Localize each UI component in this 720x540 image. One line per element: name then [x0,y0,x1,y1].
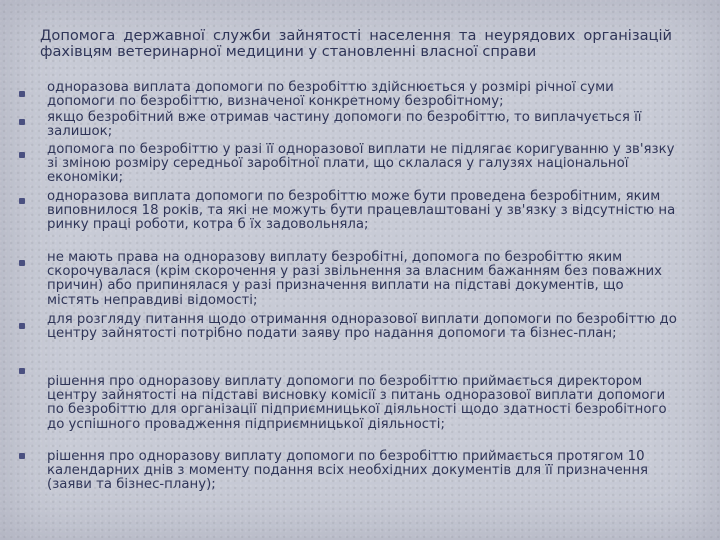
list-item: рішення про одноразову виплату допомоги по безробіттю приймається директором центру зайнятості на підставі висновку комісії з питань одноразової виплати допомоги по безробіттю для організації підприємницької діяльності щодо здатності безробітного до успішного провадження підприємницької діяльності; [47,374,667,432]
slide-title: Допомога державної служби зайнятості населення та неурядових організацій фахівцям ветеринарної медицини у становленні власної справи [40,27,672,60]
bullet-icon [19,260,25,266]
bullet-icon [19,152,25,158]
list-item: якщо безробітний вже отримав частину допомоги по безробіттю, то виплачується її залишок; [47,110,642,140]
list-item: не мають права на одноразову виплату безробітні, допомога по безробіттю яким скорочувалася (крім скорочення у разі звільнення за власним бажанням без поважних причин) або припинялася у разі призначення виплати на підставі документів, що містять неправдиві відомості; [47,250,662,308]
bullet-icon [19,368,25,374]
bullet-icon [19,453,25,459]
bullet-icon [19,323,25,329]
list-item: одноразова виплата допомоги по безробіттю здійснюється у розмірі річної суми допомоги по безробіттю, визначеної конкретному безробітному; [47,80,614,110]
bullet-icon [19,198,25,204]
list-item: для розгляду питання щодо отримання одноразової виплати допомоги по безробіттю до центру зайнятості потрібно подати заяву про надання допомоги та бізнес-план; [47,312,677,342]
list-item: одноразова виплата допомоги по безробіттю може бути проведена безробітним, яким виповнилося 18 років, та які не можуть бути працевлаштовані у зв'язку з відсутністю на ринку праці роботи, котра б їх задовольняла; [47,189,676,233]
list-item: рішення про одноразову виплату допомоги по безробіттю приймається протягом 10 календарних днів з моменту подання всіх необхідних документів для її призначення (заяви та бізнес-плану); [47,449,649,493]
bullet-icon [19,91,25,97]
bullet-icon [19,119,25,125]
list-item: допомога по безробіттю у разі її одноразової виплати не підлягає коригуванню у зв'язку зі зміною розміру середньої заробітної плати, що склалася у галузях національної економіки; [47,142,675,186]
